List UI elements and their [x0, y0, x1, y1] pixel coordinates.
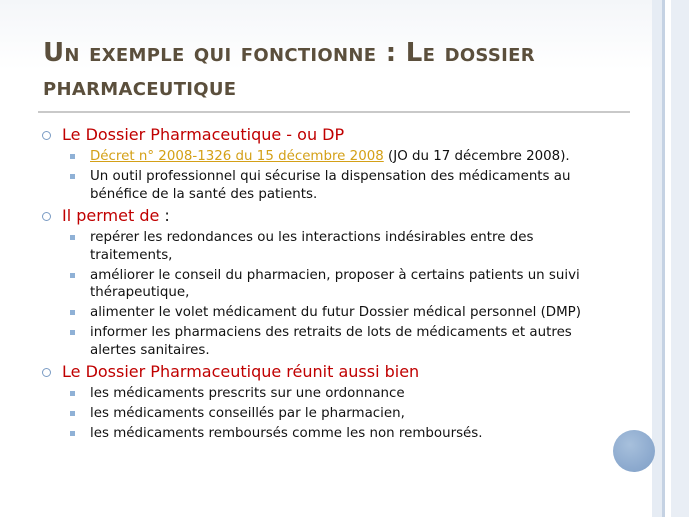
decree-link[interactable]: Décret n° 2008-1326 du 15 décembre 2008 — [90, 149, 384, 164]
section-heading-permet — [42, 206, 612, 226]
square-bullet-icon — [70, 391, 75, 396]
square-bullet-icon — [70, 235, 75, 240]
list-item — [42, 324, 612, 359]
square-bullet-icon — [70, 310, 75, 315]
list-item-text: (JO du 17 décembre 2008). — [383, 149, 570, 164]
section-heading-reunit — [42, 362, 612, 382]
list-item-text: les médicaments remboursés comme les non remboursés. — [90, 426, 483, 441]
list-item-text: informer les pharmaciens des retraits de lots de médicaments et autres alertes sanitaires. — [90, 325, 572, 358]
square-bullet-icon — [70, 174, 75, 179]
title-divider — [38, 111, 630, 113]
square-bullet-icon — [70, 273, 75, 278]
section-heading-dp — [42, 125, 612, 145]
section-heading-text: Il permet de — [62, 206, 160, 225]
list-item-text: améliorer le conseil du pharmacien, proposer à certains patients un suivi thérapeutique, — [90, 267, 580, 300]
circle-bullet-icon — [42, 368, 51, 377]
slide-content — [42, 122, 612, 445]
list-item-text: alimenter le volet médicament du futur Dossier médical personnel (DMP) — [90, 305, 581, 320]
section-heading-text: Le Dossier Pharmaceutique réunit aussi bien — [62, 362, 420, 381]
square-bullet-icon — [70, 154, 75, 159]
section-heading-text: Le Dossier Pharmaceutique - ou DP — [62, 125, 345, 144]
list-item-text: Un outil professionnel qui sécurise la dispensation des médicaments au bénéfice de la santé des patients. — [90, 169, 571, 202]
list-item — [42, 304, 612, 322]
square-bullet-icon — [70, 330, 75, 335]
decorative-bar — [652, 0, 662, 517]
list-item — [42, 385, 612, 403]
square-bullet-icon — [70, 431, 75, 436]
list-item — [42, 168, 612, 203]
circle-bullet-icon — [42, 212, 51, 221]
list-item-text: les médicaments conseillés par le pharmacien, — [90, 406, 405, 421]
list-item — [42, 267, 612, 302]
list-item — [42, 425, 612, 443]
decorative-circle — [613, 430, 655, 472]
list-item-text: les médicaments prescrits sur une ordonnance — [90, 386, 405, 401]
list-item — [42, 229, 612, 264]
list-item — [42, 148, 612, 166]
slide-title: Un exemple qui fonctionne : Le dossier pharmaceutique — [43, 38, 535, 102]
circle-bullet-icon — [42, 131, 51, 140]
section-heading-suffix: : — [159, 206, 170, 225]
square-bullet-icon — [70, 411, 75, 416]
decorative-bar — [671, 0, 689, 517]
list-item-text: repérer les redondances ou les interactions indésirables entre des traitements, — [90, 230, 534, 263]
list-item — [42, 405, 612, 423]
